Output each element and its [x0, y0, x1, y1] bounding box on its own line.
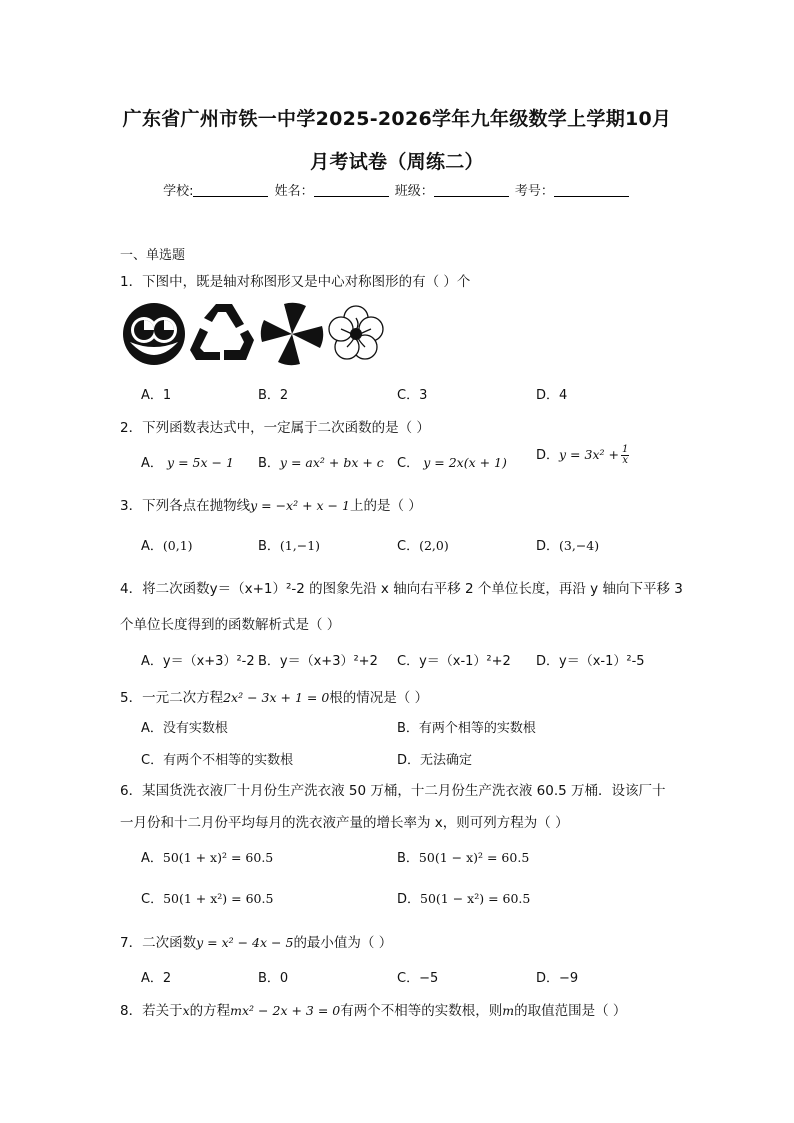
q5-option-a[interactable]: A．没有实数根	[141, 721, 228, 736]
q4-option-d[interactable]: D．y＝（x-1）²-5	[536, 654, 645, 669]
name-blank[interactable]	[314, 184, 389, 197]
q2-option-d[interactable]: D．y = 3x² + $\frac{1}{x}$	[536, 444, 629, 466]
q6-option-b[interactable]: B．50(1 − x)² = 60.5	[397, 850, 530, 866]
question-1-stem: 1．下图中，既是轴对称图形又是中心对称图形的有（ ）个	[120, 274, 471, 290]
q6-option-c[interactable]: C．50(1 + x²) = 60.5	[141, 891, 274, 907]
student-info-row	[0, 180, 794, 199]
q3-option-d[interactable]: D．(3,−4)	[536, 538, 600, 554]
question-6-stem-line1: 6．某国货洗衣液厂十月份生产洗衣液 50 万桶，十二月份生产洗衣液 60.5 万桶．设该厂十	[120, 783, 666, 799]
question-7-stem: 7．二次函数y = x² − 4x − 5的最小值为（ ）	[120, 935, 393, 951]
q3-option-b[interactable]: B．(1,−1)	[258, 538, 321, 554]
q7-option-b[interactable]: B．0	[258, 971, 289, 986]
name-label: 姓名：	[274, 184, 314, 199]
q5-option-b[interactable]: B．有两个相等的实数根	[397, 721, 536, 736]
q7-option-d[interactable]: D．−9	[536, 971, 579, 986]
circle-face-figure	[123, 303, 185, 365]
question-6-stem-line2: 一月份和十二月份平均每月的洗衣液产量的增长率为 x，则可列方程为（ ）	[120, 815, 569, 831]
question-5-stem: 5．一元二次方程2x² − 3x + 1 = 0根的情况是（ ）	[120, 690, 429, 706]
q4-option-a[interactable]: A．y＝（x+3）²-2	[141, 654, 255, 669]
q5-option-d[interactable]: D．无法确定	[397, 753, 473, 768]
q1-option-d[interactable]: D．4	[536, 388, 568, 403]
question-2-stem: 2．下列函数表达式中，一定属于二次函数的是（ ）	[120, 420, 430, 436]
q4-option-c[interactable]: C．y＝（x-1）²+2	[397, 654, 511, 669]
q6-option-a[interactable]: A．50(1 + x)² = 60.5	[141, 850, 274, 866]
pinwheel-figure	[261, 303, 323, 365]
question-4-stem-line2: 个单位长度得到的函数解析式是（ ）	[120, 617, 341, 633]
exam-number-label: 考号：	[514, 184, 554, 199]
q7-option-a[interactable]: A．2	[141, 971, 172, 986]
exam-title-line2: 月考试卷（周练二）	[310, 151, 484, 173]
q5-option-c[interactable]: C．有两个不相等的实数根	[141, 753, 294, 768]
question-1-figures	[122, 302, 392, 370]
q3-option-c[interactable]: C．(2,0)	[397, 538, 449, 554]
q6-option-d[interactable]: D．50(1 − x²) = 60.5	[397, 891, 531, 907]
exam-number-blank[interactable]	[554, 184, 629, 197]
flower-figure	[329, 306, 383, 359]
q1-option-c[interactable]: C．3	[397, 388, 428, 403]
exam-title-line1: 广东省广州市铁一中学2025-2026学年九年级数学上学期10月	[122, 108, 672, 130]
class-label: 班级：	[394, 184, 434, 199]
q1-option-a[interactable]: A．1	[141, 388, 172, 403]
question-3-stem: 3．下列各点在抛物线y = −x² + x − 1上的是（ ）	[120, 498, 422, 514]
q4-option-b[interactable]: B．y＝（x+3）²+2	[258, 654, 378, 669]
q1-option-b[interactable]: B．2	[258, 388, 289, 403]
school-blank[interactable]	[193, 184, 268, 197]
q3-option-a[interactable]: A．(0,1)	[141, 538, 193, 554]
q7-option-c[interactable]: C．−5	[397, 971, 439, 986]
school-label: 学校:	[163, 184, 194, 199]
recycle-triangle-figure	[190, 304, 254, 360]
question-4-stem-line1: 4．将二次函数y＝（x+1）²-2 的图象先沿 x 轴向右平移 2 个单位长度，再沿 y 轴向下平移 3	[120, 581, 683, 597]
class-blank[interactable]	[434, 184, 509, 197]
question-8-stem: 8．若关于x的方程mx² − 2x + 3 = 0有两个不相等的实数根，则m的取值范围是（ ）	[120, 1003, 627, 1019]
q2-option-b[interactable]: B．y = ax² + bx + c	[258, 455, 384, 471]
q2-option-c[interactable]: C． y = 2x(x + 1)	[397, 455, 507, 471]
q2-option-a[interactable]: A． y = 5x − 1	[141, 455, 234, 471]
section-heading: 一、单选题	[120, 248, 186, 263]
